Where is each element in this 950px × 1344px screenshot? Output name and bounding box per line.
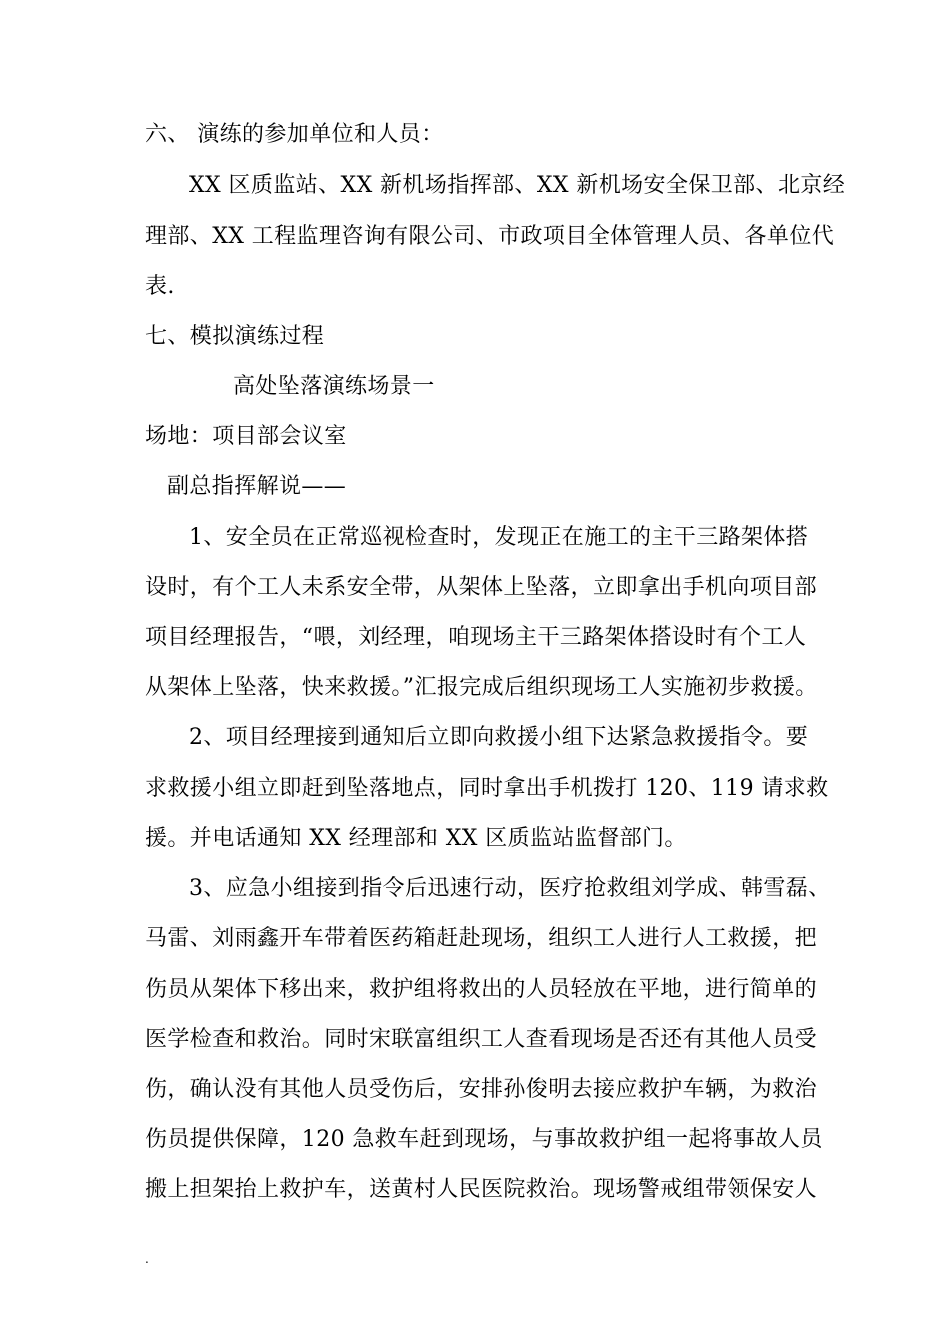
- paragraph-line: 1、安全员在正常巡视检查时，发现正在施工的主干三路架体搭: [189, 525, 809, 550]
- paragraph-line: 3、应急小组接到指令后迅速行动，医疗抢救组刘学成、韩雪磊、: [189, 876, 831, 901]
- footer-mark: .: [145, 1252, 149, 1266]
- paragraph-line: 伤员从架体下移出来，救护组将救出的人员轻放在平地，进行简单的: [145, 977, 818, 1002]
- venue-line: 场地：项目部会议室: [145, 424, 347, 449]
- paragraph-line: 马雷、刘雨鑫开车带着医药箱赶赴现场，组织工人进行人工救援，把: [145, 926, 818, 951]
- paragraph-line: 搬上担架抬上救护车，送黄村人民医院救治。现场警戒组带领保安人: [145, 1177, 818, 1202]
- paragraph-line: 伤员提供保障，120 急救车赶到现场，与事故救护组一起将事故人员: [145, 1127, 823, 1152]
- paragraph-line: 表.: [145, 274, 175, 299]
- paragraph-line: 求救援小组立即赶到坠落地点，同时拿出手机拨打 120、119 请求救: [145, 776, 829, 801]
- section-seven-heading: 七、模拟演练过程: [145, 324, 325, 349]
- paragraph-line: 医学检查和救治。同时宋联富组织工人查看现场是否还有其他人员受: [145, 1027, 818, 1052]
- narration-label: 副总指挥解说——: [167, 474, 347, 499]
- scene-title: 高处坠落演练场景一: [233, 374, 435, 399]
- section-six-heading: 六、 演练的参加单位和人员：: [145, 122, 444, 147]
- paragraph-line: 2、项目经理接到通知后立即向救援小组下达紧急救援指令。要: [189, 725, 809, 750]
- paragraph-line: 理部、XX 工程监理咨询有限公司、市政项目全体管理人员、各单位代: [145, 224, 835, 249]
- paragraph-line: 援。并电话通知 XX 经理部和 XX 区质监站监督部门。: [145, 826, 687, 851]
- paragraph-line: XX 区质监站、XX 新机场指挥部、XX 新机场安全保卫部、北京经: [189, 173, 846, 198]
- paragraph-line: 伤，确认没有其他人员受伤后，安排孙俊明去接应救护车辆，为救治: [145, 1077, 818, 1102]
- paragraph-line: 设时，有个工人未系安全带，从架体上坠落，立即拿出手机向项目部: [145, 575, 818, 600]
- paragraph-line: 项目经理报告，“喂，刘经理，咱现场主干三路架体搭设时有个工人: [145, 625, 807, 650]
- paragraph-line: 从架体上坠落，快来救援。”汇报完成后组织现场工人实施初步救援。: [145, 675, 818, 700]
